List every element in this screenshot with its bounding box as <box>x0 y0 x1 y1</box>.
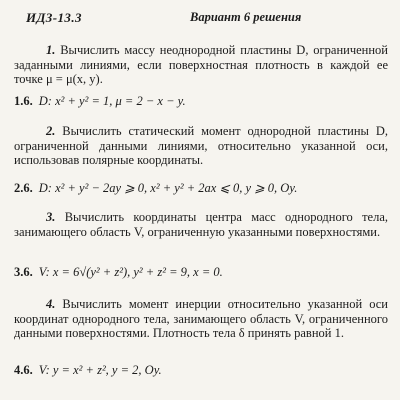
task-4-formula-expression: V: y = x² + z², y = 2, Oy. <box>38 363 162 377</box>
task-1-formula-number: 1.6. <box>14 94 33 108</box>
task-4-number: 4. <box>46 297 56 311</box>
task-1-formula <box>14 93 388 109</box>
task-1-formula-expression: D: x² + y² = 1, μ = 2 − x − y. <box>38 94 186 108</box>
task-3-statement <box>14 210 388 239</box>
task-2-number: 2. <box>46 124 56 138</box>
task-2-formula <box>14 180 388 196</box>
task-1-number: 1. <box>46 43 56 57</box>
task-4-statement <box>14 297 388 341</box>
task-2-formula-number: 2.6. <box>14 181 33 195</box>
task-3-formula-expression: V: x = 6√(y² + z²), y² + z² = 9, x = 0. <box>38 265 223 279</box>
task-2-statement <box>14 124 388 168</box>
task-4-formula <box>14 362 388 378</box>
task-2-text: Вычислить статический момент однородной пластины D, ограниченной данными линиями, относительно указанной оси, использовав полярные координаты. <box>14 124 388 167</box>
task-1-text: Вычислить массу неоднородной пластины D, ограниченной заданными линиями, если поверхностная плотность в каждой ее точке μ = μ(x, y). <box>14 43 388 86</box>
task-4-formula-number: 4.6. <box>14 363 33 377</box>
task-3-number: 3. <box>46 210 56 224</box>
assignment-code: ИДЗ-13.3 <box>26 10 82 25</box>
page-header <box>14 6 392 28</box>
task-3-formula <box>14 264 388 280</box>
task-1-statement <box>14 43 388 87</box>
variant-title: Вариант 6 решения <box>190 10 302 24</box>
task-2-formula-expression: D: x² + y² − 2ay ⩾ 0, x² + y² + 2ax ⩽ 0, y ⩾ 0, Oy. <box>38 181 298 195</box>
task-3-text: Вычислить координаты центра масс однородного тела, занимающего область V, ограниченную указанными поверхностями. <box>14 210 389 239</box>
task-4-text: Вычислить момент инерции относительно указанной оси координат однородного тела, занимающего область V, ограниченного данными поверхностями. Плотность тела δ принять равной 1. <box>14 297 388 340</box>
task-3-formula-number: 3.6. <box>14 265 33 279</box>
